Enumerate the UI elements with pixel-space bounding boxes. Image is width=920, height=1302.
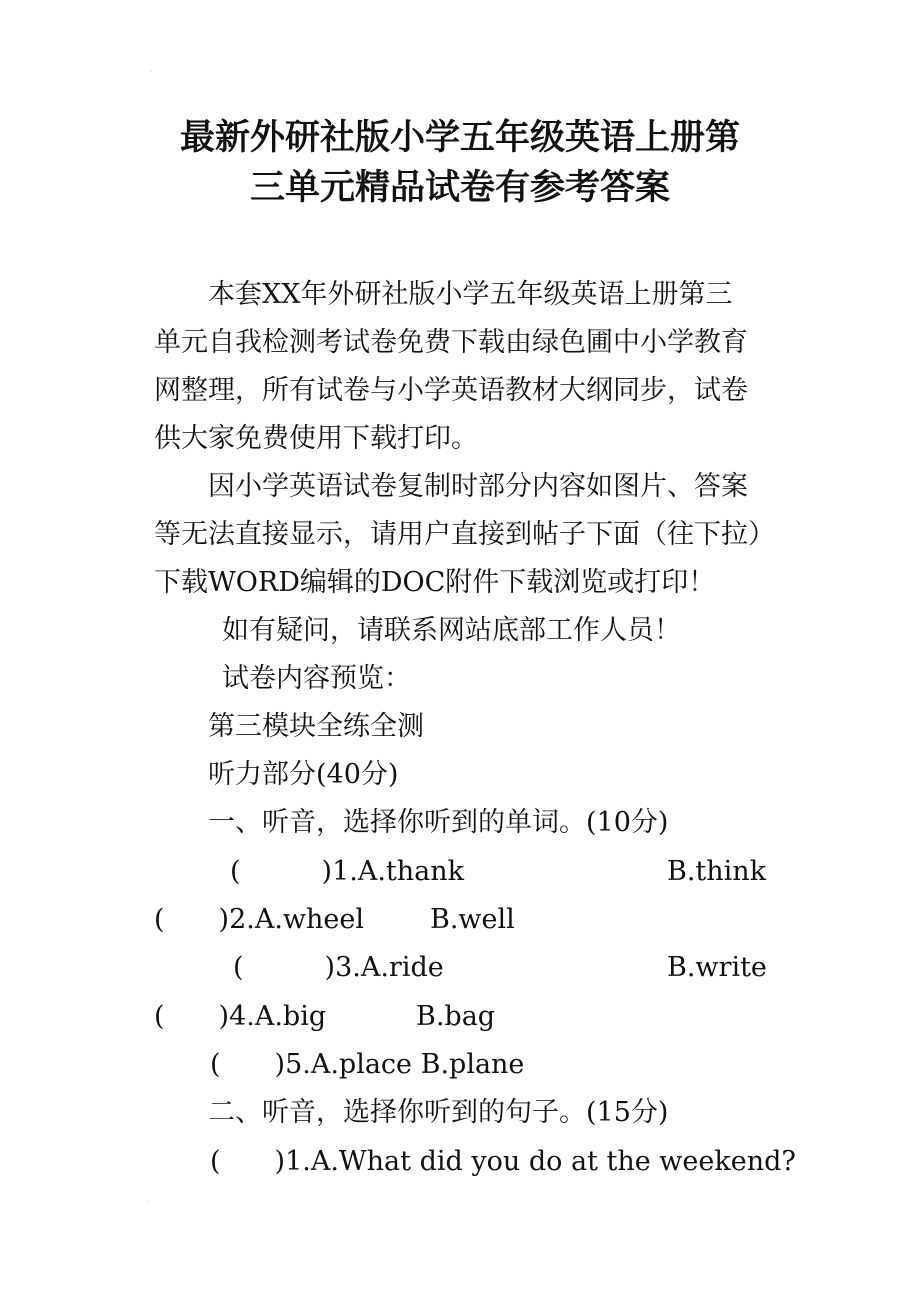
contact-note: 如有疑问，请联系网站底部工作人员！: [222, 615, 681, 646]
question-item: ( )5.A.place B.plane: [210, 1049, 525, 1080]
paragraph-line: 供大家免费使用下载打印。: [154, 423, 478, 454]
document-title-line-1: 最新外研社版小学五年级英语上册第: [179, 118, 740, 158]
paragraph-line: 网整理，所有试卷与小学英语教材大纲同步，试卷: [154, 375, 748, 406]
question-item: ( )4.A.big: [154, 1001, 327, 1032]
corner-mark-top: ⸱: [150, 67, 153, 76]
paragraph-line: 因小学英语试卷复制时部分内容如图片、答案: [208, 471, 748, 502]
question-item: ( )1.A.thank: [230, 856, 464, 887]
question-heading: 二、听音，选择你听到的句子。(15分): [208, 1097, 669, 1128]
corner-mark-bottom: ⸱: [146, 1197, 149, 1206]
module-heading: 第三模块全练全测: [208, 711, 424, 742]
question-item: ( )1.A.What did you do at the weekend?: [210, 1146, 796, 1177]
question-item: ( )2.A.wheel: [154, 904, 365, 935]
question-option: B.well: [430, 904, 515, 935]
paragraph-line: 单元自我检测考试卷免费下载由绿色圃中小学教育: [154, 327, 748, 358]
paragraph-line: 本套XX年外研社版小学五年级英语上册第三: [208, 279, 733, 310]
paragraph-line: 等无法直接显示，请用户直接到帖子下面（往下拉）: [154, 519, 775, 550]
question-option: B.think: [667, 856, 767, 887]
question-heading: 一、听音，选择你听到的单词。(10分): [208, 807, 669, 838]
section-heading: 听力部分(40分): [208, 759, 399, 790]
question-option: B.bag: [416, 1001, 496, 1032]
question-item: ( )3.A.ride: [233, 952, 444, 983]
document-title-line-2: 三单元精品试卷有参考答案: [249, 168, 670, 208]
paragraph-line: 下载WORD编辑的DOC附件下载浏览或打印！: [154, 567, 716, 598]
question-option: B.write: [667, 952, 767, 983]
preview-label: 试卷内容预览：: [222, 663, 411, 694]
